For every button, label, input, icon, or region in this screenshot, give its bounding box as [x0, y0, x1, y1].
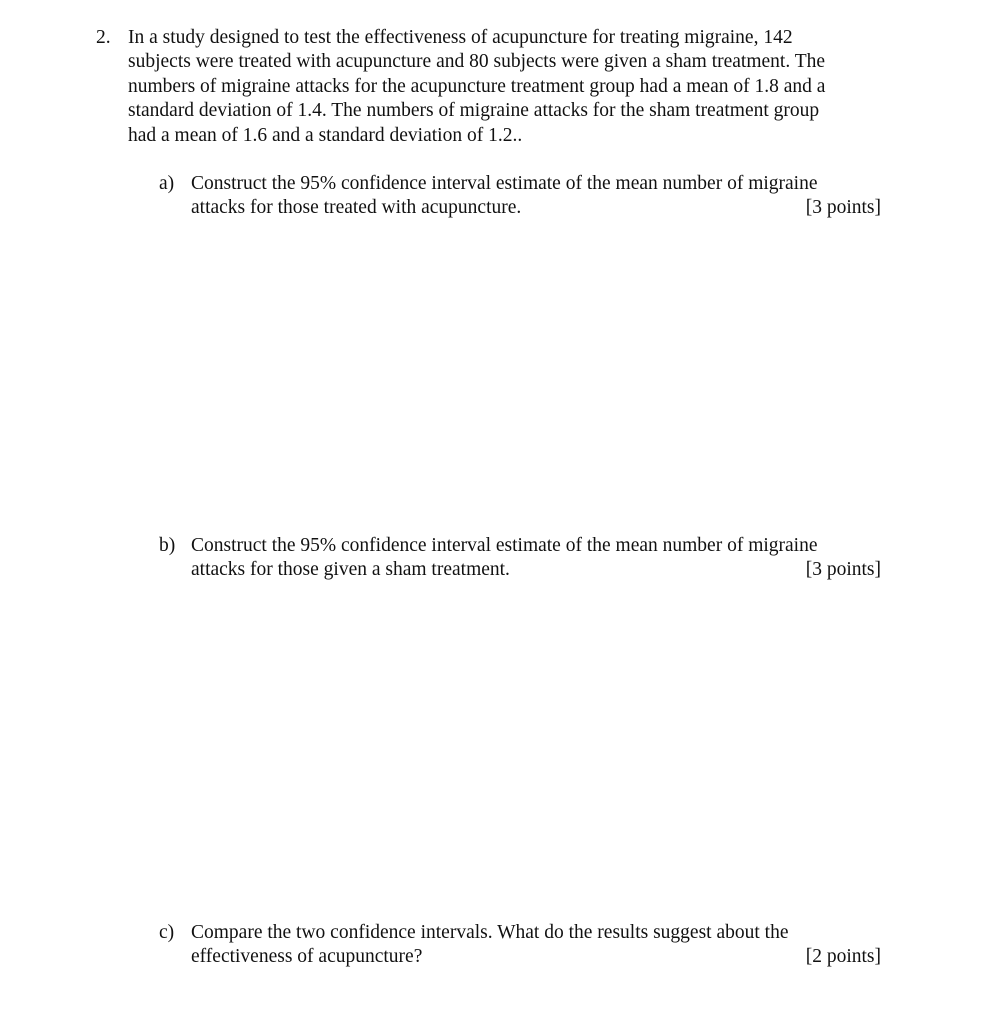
- part-c-letter: c): [159, 922, 175, 943]
- part-a-text-line-1: Construct the 95% confidence interval estimate of the mean number of migraine: [191, 173, 818, 194]
- part-b-text-line-1: Construct the 95% confidence interval estimate of the mean number of migraine: [191, 535, 818, 556]
- part-c-points: [2 points]: [805, 946, 881, 968]
- question-text-line: had a mean of 1.6 and a standard deviation of 1.2..: [128, 124, 523, 146]
- part-c-text-line-1: Compare the two confidence intervals. What do the results suggest about the: [191, 922, 789, 943]
- part-a-text-line-2: attacks for those treated with acupuncture.: [191, 197, 522, 219]
- question-number: 2.: [96, 27, 111, 48]
- part-c-text-line-2: effectiveness of acupuncture?: [191, 946, 423, 968]
- part-b-letter: b): [159, 535, 176, 556]
- question-text-line: numbers of migraine attacks for the acupuncture treatment group had a mean of 1.8 and a: [128, 75, 826, 97]
- question-text-line: In a study designed to test the effectiveness of acupuncture for treating migraine, 142: [128, 27, 793, 48]
- part-a-letter: a): [159, 173, 175, 194]
- part-b-text-line-2: attacks for those given a sham treatment.: [191, 559, 510, 581]
- question-text-line: subjects were treated with acupuncture and 80 subjects were given a sham treatment. The: [128, 51, 826, 73]
- part-a-points: [3 points]: [805, 197, 881, 219]
- question-text-line: standard deviation of 1.4. The numbers of migraine attacks for the sham treatment group: [128, 100, 820, 122]
- part-b-points: [3 points]: [805, 559, 881, 581]
